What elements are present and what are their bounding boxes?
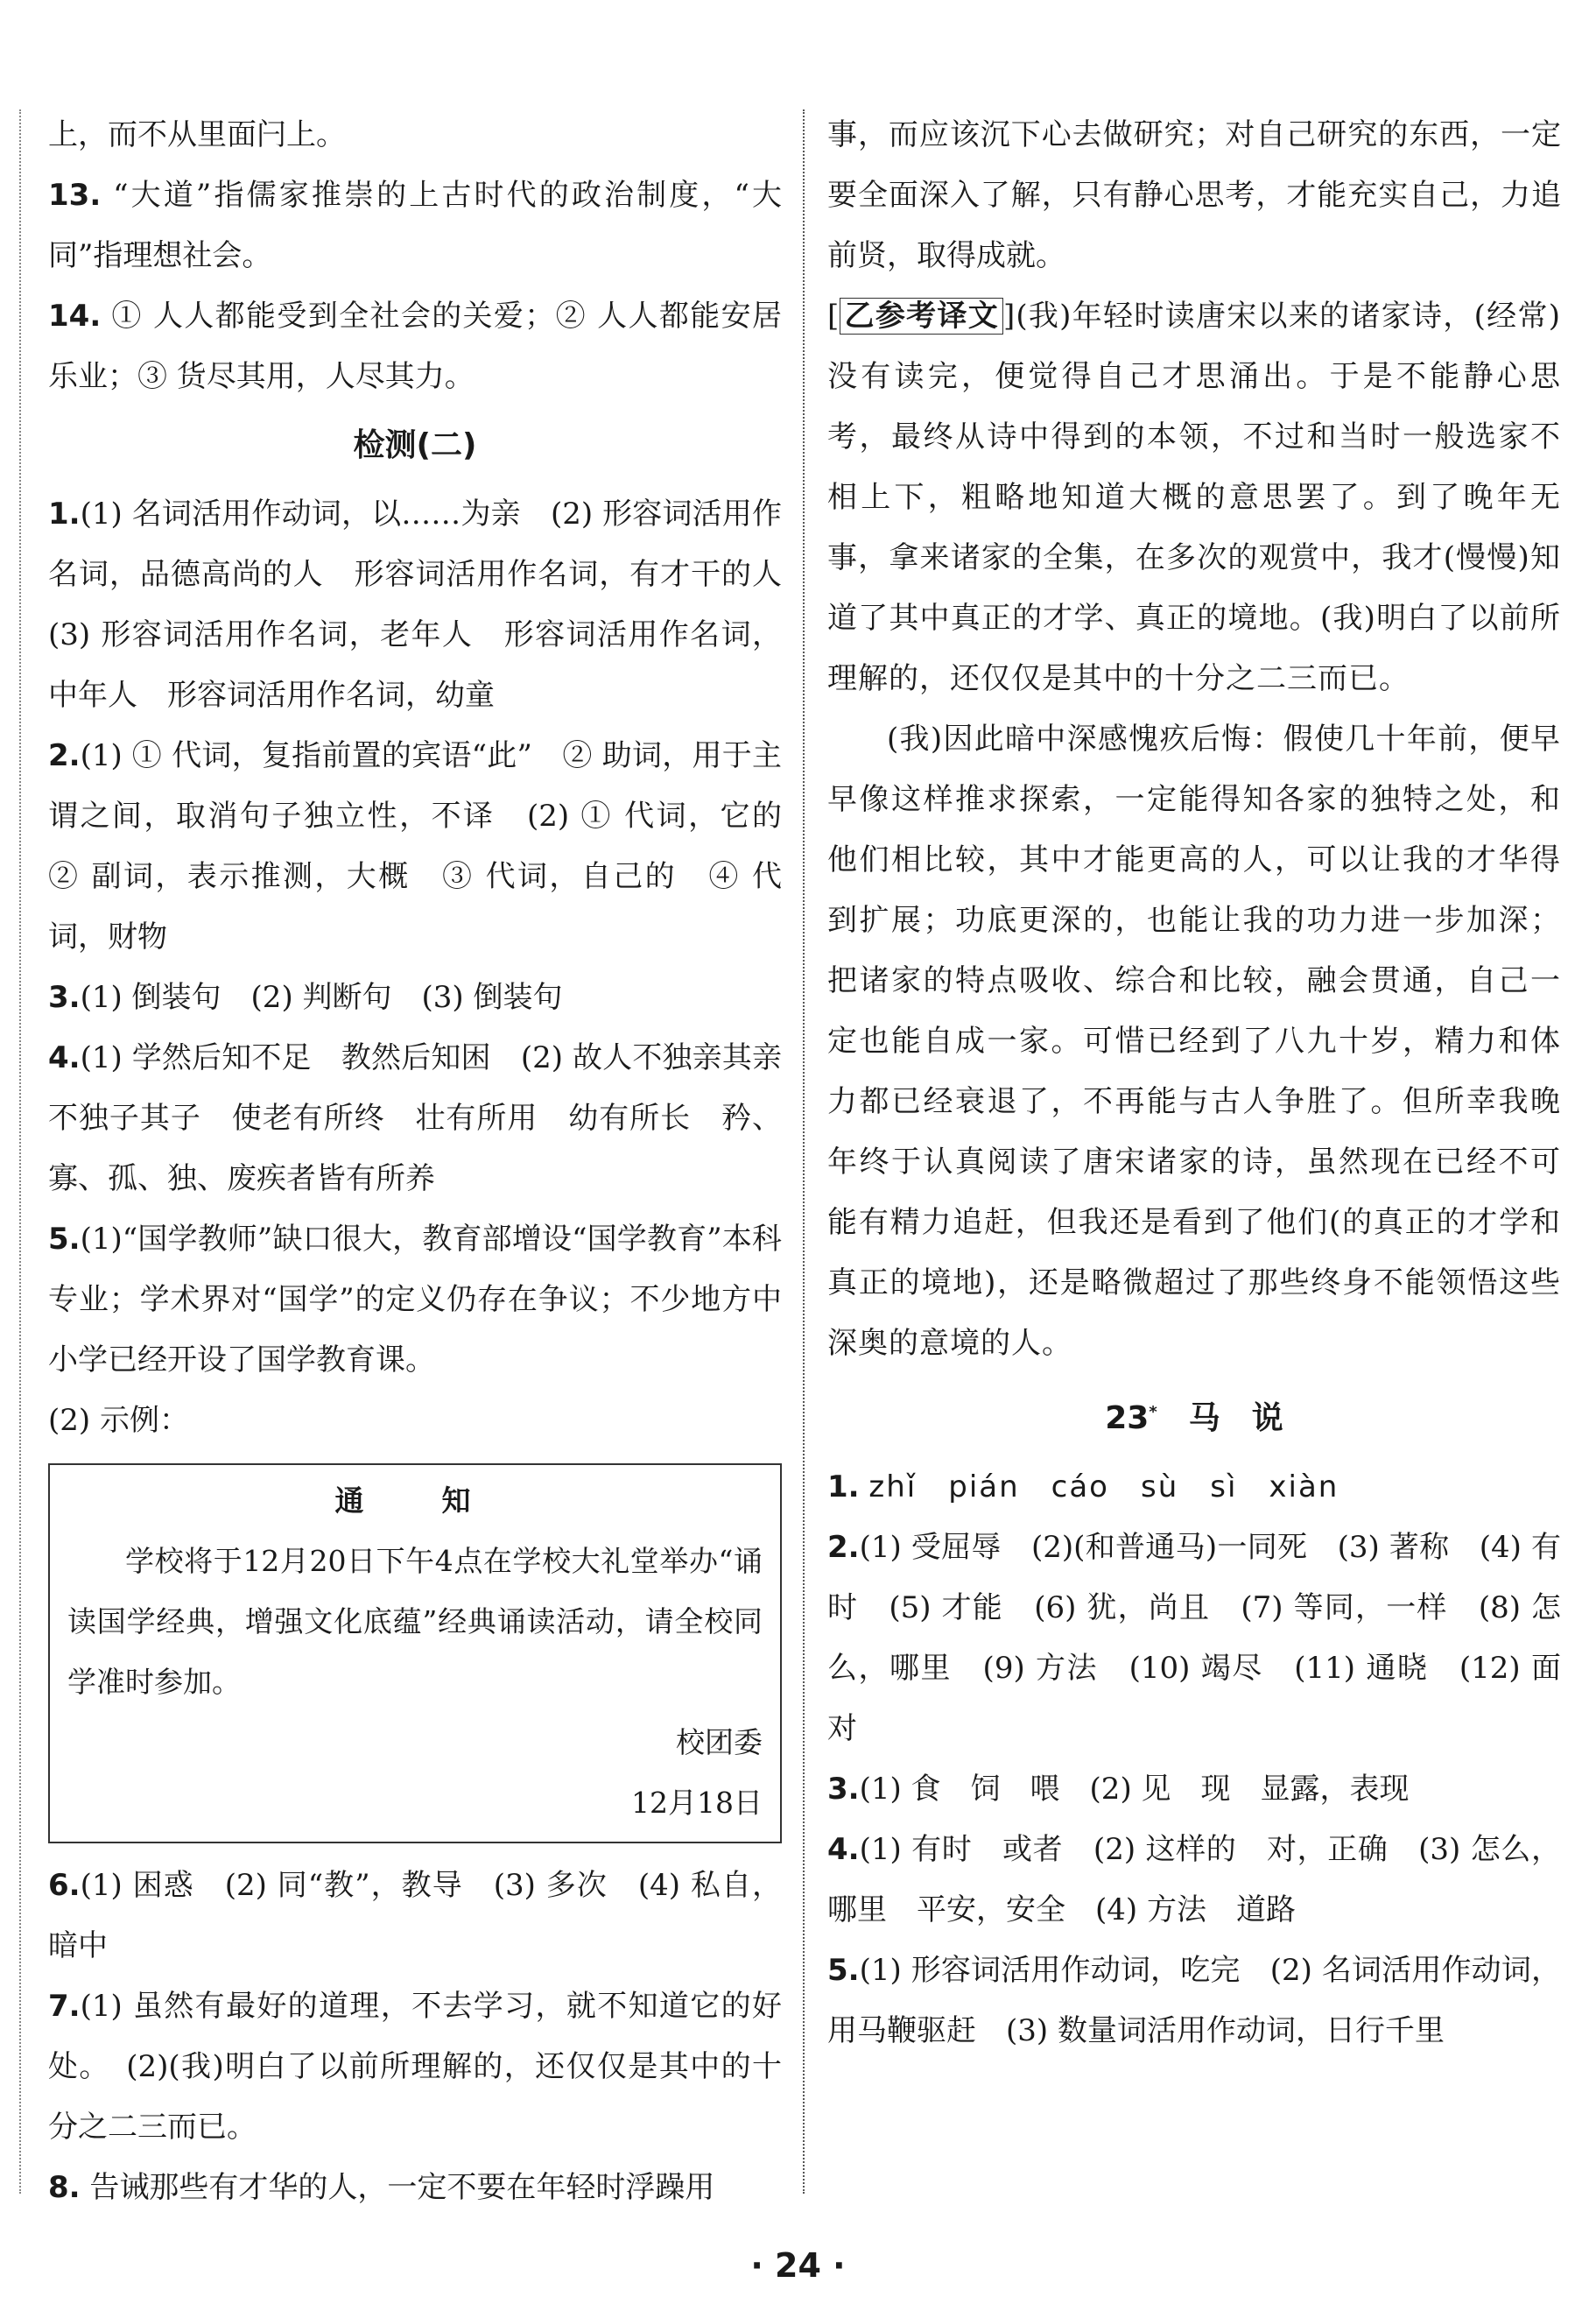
question-number: 3. — [48, 980, 81, 1015]
answer-text: (1) 受屈辱 (2)(和普通马)一同死 (3) 著称 (4) 有时 (5) 才能 (6) 犹，尚且 (7) 等同，一样 (8) 怎么，哪里 (9) 方法 (10) 竭尽 (11) 通晓 (12) 面对 — [827, 1530, 1561, 1746]
answer-text: (1) 学然后知不足 教然后知困 (2) 故人不独亲其亲 不独子其子 使老有所终 壮有所用 幼有所长 矜、寡、孤、独、废疾者皆有所养 — [48, 1040, 812, 1196]
notice-body: 学校将于12月20日下午4点在学校大礼堂举办“诵读国学经典，增强文化底蕴”经典诵读活动，请全校同学准时参加。 — [67, 1544, 763, 1699]
left-column — [48, 105, 812, 2218]
section-heading: 检测(二) — [353, 427, 477, 463]
question-number: 4. — [48, 1040, 81, 1075]
lesson-answer-4 — [827, 1820, 1561, 1941]
answer-1 — [48, 484, 812, 726]
lesson-answer-2 — [827, 1518, 1561, 1759]
notice-box — [48, 1463, 782, 1843]
question-number: 5. — [48, 1222, 81, 1257]
translation-text: (我)年轻时读唐宋以来的诸家诗，(经常)没有读完，便觉得自己才思涌出。于是不能静心思考，最终从诗中得到的本领，不过和当时一般选家不相上下，粗略地知道大概的意思罢了。到了晚年无事，拿来诸家的全集，在多次的观赏中，我才(慢慢)知道了其中真正的才学、真正的境地。(我)明白了以前所理解的，还仅仅是其中的十分之二三而已。 — [827, 299, 1561, 696]
answer-8-continued: 事，而应该沉下心去做研究；对自己研究的东西，一定要全面深入了解，只有静心思考，才能充实自己，力追前贤，取得成就。 — [827, 117, 1561, 273]
question-number: 7. — [48, 1989, 81, 2024]
answer-4 — [48, 1028, 812, 1209]
answer-5 — [48, 1209, 782, 1391]
answer-text: (1) 困惑 (2) 同“教”，教导 (3) 多次 (4) 私自，暗中 — [48, 1868, 782, 1963]
answer-12-tail: 上，而不从里面闩上。 — [48, 117, 346, 152]
notice-sender: 校团委 — [676, 1725, 763, 1759]
page-number: · 24 · — [750, 2246, 846, 2285]
question-number: 5. — [827, 1953, 860, 1988]
column-divider — [803, 109, 805, 2194]
question-number: 14. — [48, 299, 102, 334]
answer-text: ① 人人都能受到全社会的关爱；② 人人都能安居乐业；③ 货尽其用，人尽其力。 — [48, 299, 782, 394]
question-number: 8. — [48, 2170, 81, 2205]
answer-text: (1) 形容词活用作动词，吃完 (2) 名词活用作动词，用马鞭驱赶 (3) 数量词活用作动词，日行千里 — [827, 1953, 1561, 2048]
answer-14 — [48, 286, 782, 407]
answer-5-example-label: (2) 示例： — [48, 1403, 189, 1438]
pinyin-answers: zhǐ pián cáo sù sì xiàn — [868, 1469, 1339, 1504]
answer-text: (1) 食 饲 喂 (2) 见 现 显露，表现 — [859, 1772, 1410, 1807]
lesson-heading — [827, 1381, 1561, 1450]
question-number: 2. — [827, 1530, 860, 1565]
answer-text: (1)“国学教师”缺口很大，教育部增设“国学教育”本科专业；学术界对“国学”的定义仍存在争议；不少地方中小学已经开设了国学教育课。 — [48, 1222, 782, 1377]
left-margin-rule — [19, 109, 21, 2194]
lesson-answer-3 — [827, 1759, 1561, 1820]
notice-date: 12月18日 — [631, 1786, 763, 1820]
lesson-star: * — [1149, 1403, 1157, 1421]
question-number: 1. — [48, 497, 81, 532]
answer-7 — [48, 1976, 782, 2158]
answer-6 — [48, 1856, 782, 1976]
question-number: 6. — [48, 1868, 81, 1903]
question-number: 3. — [827, 1772, 860, 1807]
answer-text: “大道”指儒家推崇的上古时代的政治制度，“大同”指理想社会。 — [48, 178, 782, 273]
answer-text: 告诫那些有才华的人，一定不要在年轻时浮躁用 — [89, 2170, 715, 2205]
lesson-title: 马 说 — [1188, 1400, 1283, 1436]
translation-paragraph-1: [ 乙参考译文 ](我)年轻时读唐宋以来的诸家诗，(经常)没有读完，便觉得自己才思涌出。于是不能静心思考，最终从诗中得到的本领，不过和当时一般选家不相上下，粗略地知道大概的意思罢了。到了晚年无事，拿来诸家的全集，在多次的观赏中，我才(慢慢)知道了其中真正的才学、真正的境地。(我)明白了以前所理解的，还仅仅是其中的十分之二三而已。 — [827, 299, 1561, 696]
translation-tag: 乙参考译文 — [840, 298, 1003, 335]
answer-3 — [48, 968, 782, 1028]
right-column — [827, 105, 1561, 2061]
translation-paragraph-2: (我)因此暗中深感愧疚后悔：假使几十年前，便早早像这样推求探索，一定能得知各家的独特之处，和他们相比较，其中才能更高的人，可以让我的才华得到扩展；功底更深的，也能让我的功力进一步加深；把诸家的特点吸收、综合和比较，融会贯通，自己一定也能自成一家。可惜已经到了八九十岁，精力和体力都已经衰退了，不再能与古人争胜了。但所幸我晚年终于认真阅读了唐宋诸家的诗，虽然现在已经不可能有精力追赶，但我还是看到了他们(的真正的才学和真正的境地)，还是略微超过了那些终身不能领悟这些深奥的意境的人。 — [827, 722, 1561, 1361]
lesson-number: 23 — [1105, 1400, 1150, 1436]
lesson-answer-5 — [827, 1941, 1561, 2061]
answer-text: (1) ① 代词，复指前置的宾语“此” ② 助词，用于主谓之间，取消句子独立性，不译 (2) ① 代词，它的 ② 副词，表示推测，大概 ③ 代词，自己的 ④ 代词，财物 — [48, 738, 812, 955]
answer-2 — [48, 726, 812, 968]
answer-text: (1) 有时 或者 (2) 这样的 对，正确 (3) 怎么，哪里 平安，安全 (4) 方法 道路 — [827, 1832, 1561, 1927]
lesson-answer-1 — [827, 1457, 1561, 1518]
question-number: 4. — [827, 1832, 860, 1867]
notice-title: 通 知 — [334, 1483, 496, 1518]
answer-8 — [48, 2158, 782, 2218]
answer-13 — [48, 166, 782, 286]
answer-text: (1) 虽然有最好的道理，不去学习，就不知道它的好处。 (2)(我)明白了以前所理解的，还仅仅是其中的十分之二三而已。 — [48, 1989, 782, 2145]
answer-text: (1) 名词活用作动词，以……为亲 (2) 形容词活用作名词，品德高尚的人 形容词活用作名词，有才干的人 (3) 形容词活用作名词，老年人 形容词活用作名词，中年人 形容词活用作名词，幼童 — [48, 497, 812, 713]
question-number: 13. — [48, 178, 102, 213]
question-number: 2. — [48, 738, 81, 773]
answer-text: (1) 倒装句 (2) 判断句 (3) 倒装句 — [80, 980, 563, 1015]
question-number: 1. — [827, 1469, 860, 1504]
